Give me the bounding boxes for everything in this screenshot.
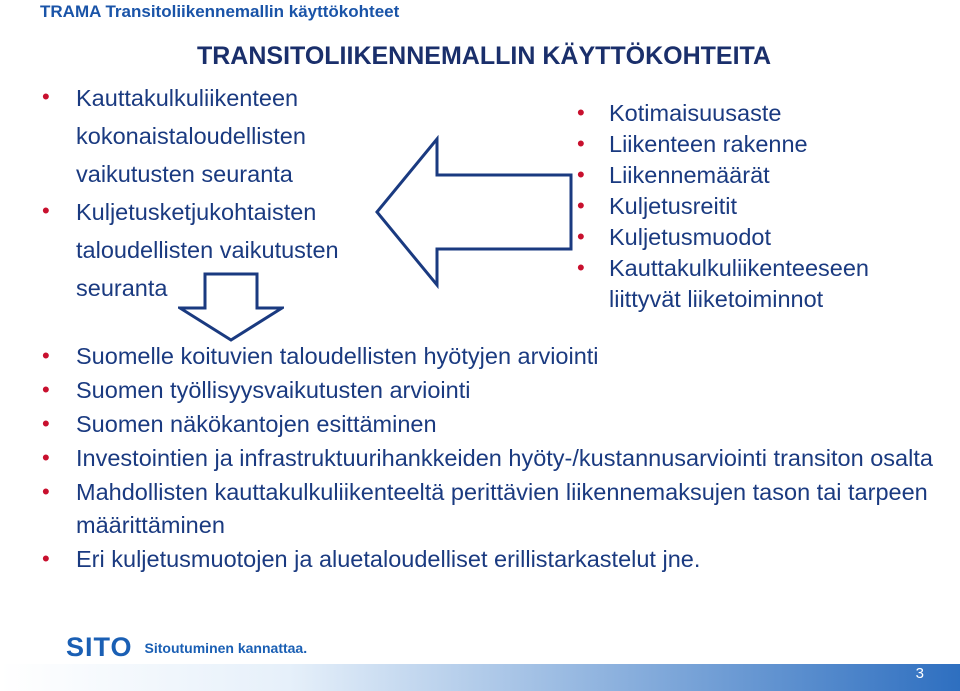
list-item: • Suomelle koituvien taloudellisten hyötyjen arviointi (42, 343, 599, 369)
list-item: • Kuljetusreitit (577, 193, 737, 219)
slide-header: TRAMA Transitoliikennemallin käyttökohteet (40, 2, 400, 21)
bullet-icon: • (577, 100, 585, 125)
list-item: • Kuljetusketjukohtaisten taloudellisten vaikutusten seuranta (42, 198, 339, 301)
bullet-icon: • (577, 255, 585, 280)
footer-bar (0, 664, 960, 691)
bullet-icon: • (42, 411, 50, 436)
right-bullet-list (575, 98, 945, 315)
bullet-icon: • (42, 377, 50, 402)
list-item: • Suomen työllisyysvaikutusten arviointi (42, 377, 471, 403)
list-item: • Kotimaisuusaste (577, 100, 782, 126)
list-item: • Eri kuljetusmuotojen ja aluetaloudelliset erillistarkastelut jne. (42, 546, 701, 572)
list-item: • Investointien ja infrastruktuurihankkeiden hyöty-/kustannusarviointi transiton osalta (42, 445, 933, 471)
main-bullet-list (40, 340, 940, 577)
down-arrow-icon (178, 272, 284, 342)
bullet-icon: • (42, 343, 50, 368)
bullet-icon: • (577, 193, 585, 218)
bullet-icon: • (42, 479, 50, 504)
bullet-icon: • (577, 224, 585, 249)
list-item: • Kauttakulkuliikenteen kokonaistaloudellisten vaikutusten seuranta (42, 84, 306, 187)
sito-logo (66, 632, 307, 663)
list-item: • Mahdollisten kauttakulkuliikenteeltä perittävien liikennemaksujen tason tai tarpeen määrittäminen (42, 479, 928, 538)
bullet-icon: • (42, 546, 50, 571)
page-number: 3 (915, 665, 924, 682)
list-item: • Liikenteen rakenne (577, 131, 808, 157)
list-item: • Kauttakulkuliikenteeseen liittyvät liiketoiminnot (577, 255, 869, 312)
bullet-icon: • (577, 131, 585, 156)
bullet-icon: • (577, 162, 585, 187)
bullet-icon: • (42, 84, 50, 109)
logo-tagline: Sitoutuminen kannattaa. (144, 639, 308, 656)
left-arrow-icon (375, 135, 575, 290)
logo-mark: SITO (66, 632, 133, 662)
list-item: • Kuljetusmuodot (577, 224, 771, 250)
bullet-icon: • (42, 198, 50, 223)
list-item: • Suomen näkökantojen esittäminen (42, 411, 437, 437)
slide-title: TRANSITOLIIKENNEMALLIN KÄYTTÖKOHTEITA (196, 42, 772, 70)
bullet-icon: • (42, 445, 50, 470)
list-item: • Liikennemäärät (577, 162, 770, 188)
